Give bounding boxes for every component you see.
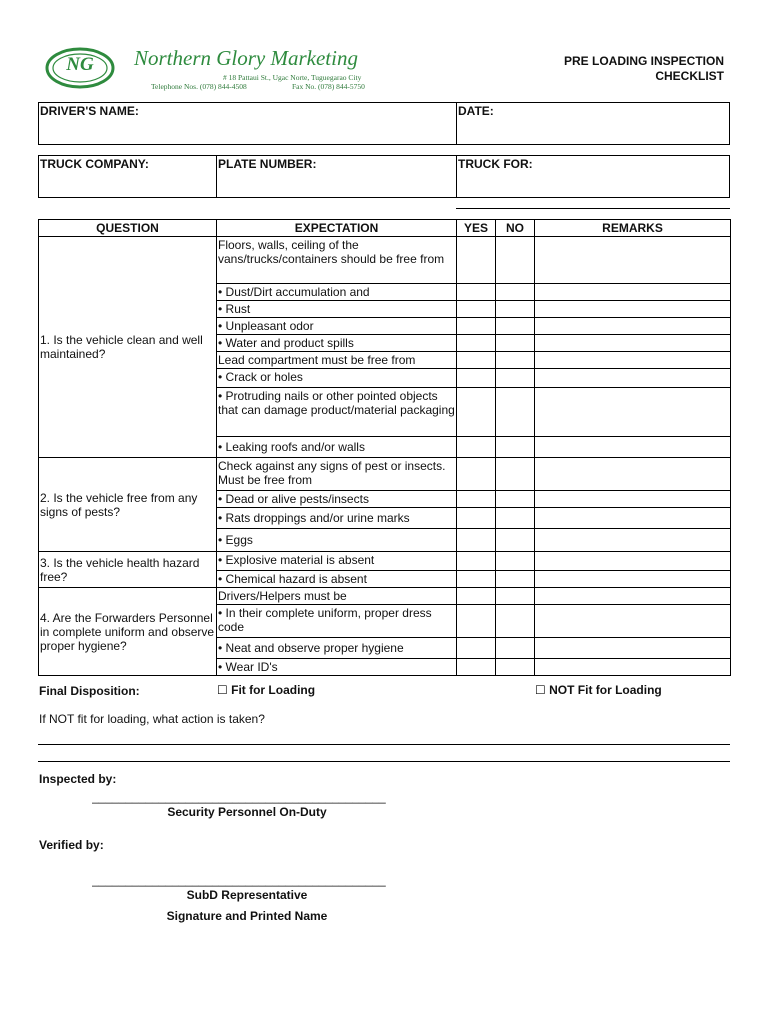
- expectation-cell: Check against any signs of pest or insects. Must be free from: [217, 458, 457, 491]
- no-cell[interactable]: [496, 508, 535, 529]
- expectation-cell: • Unpleasant odor: [217, 318, 457, 335]
- table-row: [39, 588, 731, 605]
- remarks-cell[interactable]: [535, 659, 731, 676]
- truck-company-field[interactable]: [38, 155, 217, 198]
- inspected-signature-line[interactable]: ____________________________________________: [92, 790, 386, 804]
- expectation-cell: • Dead or alive pests/insects: [217, 491, 457, 508]
- no-cell[interactable]: [496, 659, 535, 676]
- remarks-cell[interactable]: [535, 605, 731, 638]
- yes-cell[interactable]: [457, 458, 496, 491]
- plate-number-field[interactable]: [216, 155, 457, 198]
- expectation-cell: • Explosive material is absent: [217, 552, 457, 571]
- expectation-cell: • Leaking roofs and/or walls: [217, 437, 457, 458]
- expectation-cell: Floors, walls, ceiling of the vans/trucks/containers should be free from: [217, 237, 457, 284]
- table-row: [39, 237, 731, 284]
- not-fit-for-loading-option[interactable]: [535, 683, 662, 697]
- col-header-question: QUESTION: [39, 220, 217, 237]
- logo-initials: NG: [66, 54, 94, 75]
- remarks-cell[interactable]: [535, 437, 731, 458]
- table-row: [39, 552, 731, 571]
- remarks-cell[interactable]: [535, 237, 731, 284]
- table-row: [39, 458, 731, 491]
- remarks-cell[interactable]: [535, 491, 731, 508]
- no-cell[interactable]: [496, 369, 535, 388]
- yes-cell[interactable]: [457, 318, 496, 335]
- expectation-cell: • Dust/Dirt accumulation and: [217, 284, 457, 301]
- remarks-cell[interactable]: [535, 458, 731, 491]
- company-address: # 18 Pattaui St., Ugac Norte, Tuguegarao City: [223, 73, 362, 82]
- yes-cell[interactable]: [457, 369, 496, 388]
- yes-cell[interactable]: [457, 638, 496, 659]
- no-cell[interactable]: [496, 588, 535, 605]
- col-header-expectation: EXPECTATION: [217, 220, 457, 237]
- table-header-row: [39, 220, 731, 237]
- col-header-no: NO: [496, 220, 535, 237]
- question-cell: 1. Is the vehicle clean and well maintained?: [39, 237, 217, 458]
- remarks-cell[interactable]: [535, 369, 731, 388]
- remarks-cell[interactable]: [535, 301, 731, 318]
- question-cell: 4. Are the Forwarders Personnel in complete uniform and observe proper hygiene?: [39, 588, 217, 676]
- date-field[interactable]: [456, 102, 730, 145]
- yes-cell[interactable]: [457, 552, 496, 571]
- col-header-yes: YES: [457, 220, 496, 237]
- company-logo-banner: [44, 44, 422, 94]
- no-cell[interactable]: [496, 318, 535, 335]
- yes-cell[interactable]: [457, 605, 496, 638]
- fit-for-loading-label: Fit for Loading: [231, 683, 316, 697]
- expectation-cell: • Wear ID's: [217, 659, 457, 676]
- expectation-cell: • In their complete uniform, proper dress code: [217, 605, 457, 638]
- yes-cell[interactable]: [457, 437, 496, 458]
- date-label: DATE:: [458, 104, 494, 118]
- yes-cell[interactable]: [457, 237, 496, 284]
- remarks-cell[interactable]: [535, 508, 731, 529]
- no-cell[interactable]: [496, 237, 535, 284]
- remarks-cell[interactable]: [535, 318, 731, 335]
- expectation-cell: Lead compartment must be free from: [217, 352, 457, 369]
- no-cell[interactable]: [496, 529, 535, 552]
- not-fit-for-loading-checkbox[interactable]: ☐: [535, 683, 546, 697]
- yes-cell[interactable]: [457, 491, 496, 508]
- question-cell: 3. Is the vehicle health hazard free?: [39, 552, 217, 588]
- expectation-cell: • Protruding nails or other pointed objects that can damage product/material packaging: [217, 388, 457, 437]
- no-cell[interactable]: [496, 605, 535, 638]
- remarks-cell[interactable]: [535, 352, 731, 369]
- expectation-cell: • Water and product spills: [217, 335, 457, 352]
- yes-cell[interactable]: [457, 335, 496, 352]
- no-cell[interactable]: [496, 458, 535, 491]
- inspected-by-label: Inspected by:: [39, 772, 117, 786]
- truck-for-field-bottom-border: [456, 208, 730, 209]
- company-fax: Fax No. (078) 844-5750: [292, 82, 365, 91]
- action-taken-question: If NOT fit for loading, what action is taken?: [39, 712, 265, 726]
- yes-cell[interactable]: [457, 352, 496, 369]
- remarks-cell[interactable]: [535, 529, 731, 552]
- no-cell[interactable]: [496, 352, 535, 369]
- remarks-cell[interactable]: [535, 552, 731, 571]
- plate-number-label: PLATE NUMBER:: [218, 157, 317, 171]
- no-cell[interactable]: [496, 437, 535, 458]
- expectation-cell: • Crack or holes: [217, 369, 457, 388]
- inspection-checklist-table: [38, 219, 731, 676]
- remarks-cell[interactable]: [535, 571, 731, 588]
- expectation-cell: • Rust: [217, 301, 457, 318]
- fit-for-loading-option[interactable]: [217, 683, 315, 697]
- expectation-cell: • Neat and observe proper hygiene: [217, 638, 457, 659]
- verified-signature-line[interactable]: ____________________________________________: [92, 873, 386, 887]
- no-cell[interactable]: [496, 491, 535, 508]
- yes-cell[interactable]: [457, 529, 496, 552]
- no-cell[interactable]: [496, 301, 535, 318]
- yes-cell[interactable]: [457, 659, 496, 676]
- not-fit-for-loading-label: NOT Fit for Loading: [549, 683, 662, 697]
- yes-cell[interactable]: [457, 571, 496, 588]
- document-title-line-1: PRE LOADING INSPECTION: [563, 54, 724, 68]
- no-cell[interactable]: [496, 284, 535, 301]
- date-field-bottom-border: [456, 144, 730, 145]
- action-taken-line-2[interactable]: [38, 761, 730, 762]
- driver-name-field[interactable]: [38, 102, 457, 145]
- remarks-cell[interactable]: [535, 335, 731, 352]
- verified-by-label: Verified by:: [39, 838, 104, 852]
- verified-caption: Signature and Printed Name: [166, 909, 328, 923]
- yes-cell[interactable]: [457, 508, 496, 529]
- verified-role: SubD Representative: [186, 888, 308, 902]
- truck-company-label: TRUCK COMPANY:: [40, 157, 149, 171]
- no-cell[interactable]: [496, 552, 535, 571]
- no-cell[interactable]: [496, 571, 535, 588]
- expectation-cell: • Chemical hazard is absent: [217, 571, 457, 588]
- remarks-cell[interactable]: [535, 388, 731, 437]
- inspected-role: Security Personnel On-Duty: [167, 805, 327, 819]
- remarks-cell[interactable]: [535, 588, 731, 605]
- expectation-cell: • Rats droppings and/or urine marks: [217, 508, 457, 529]
- no-cell[interactable]: [496, 335, 535, 352]
- yes-cell[interactable]: [457, 588, 496, 605]
- final-disposition-label: Final Disposition:: [39, 684, 140, 698]
- expectation-cell: • Eggs: [217, 529, 457, 552]
- company-name: Northern Glory Marketing: [134, 46, 358, 70]
- expectation-cell: Drivers/Helpers must be: [217, 588, 457, 605]
- remarks-cell[interactable]: [535, 638, 731, 659]
- no-cell[interactable]: [496, 388, 535, 437]
- document-title: [564, 54, 724, 84]
- yes-cell[interactable]: [457, 301, 496, 318]
- driver-name-label: DRIVER'S NAME:: [40, 104, 139, 118]
- col-header-remarks: REMARKS: [535, 220, 731, 237]
- yes-cell[interactable]: [457, 284, 496, 301]
- yes-cell[interactable]: [457, 388, 496, 437]
- company-telephone: Telephone Nos. (078) 844-4508: [151, 82, 247, 91]
- truck-for-label: TRUCK FOR:: [458, 157, 533, 171]
- no-cell[interactable]: [496, 638, 535, 659]
- truck-for-field[interactable]: [456, 155, 730, 198]
- remarks-cell[interactable]: [535, 284, 731, 301]
- truck-for-field-divider: [456, 197, 730, 198]
- document-title-line-2: CHECKLIST: [655, 69, 724, 83]
- action-taken-line-1[interactable]: [38, 744, 730, 745]
- fit-for-loading-checkbox[interactable]: ☐: [217, 683, 228, 697]
- question-cell: 2. Is the vehicle free from any signs of pests?: [39, 458, 217, 552]
